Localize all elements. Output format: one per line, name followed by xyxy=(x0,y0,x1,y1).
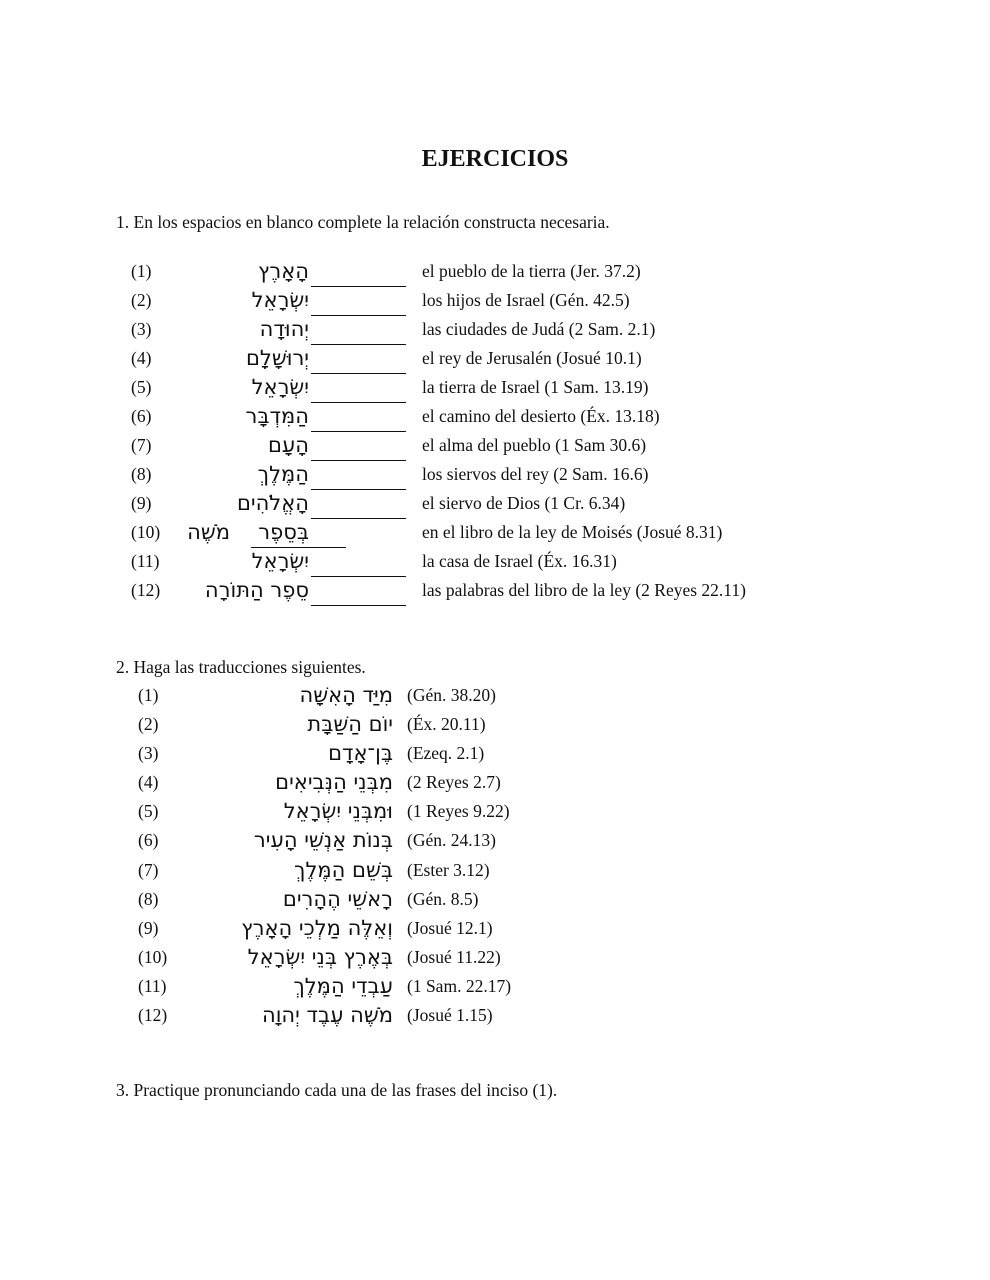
translation-text: el rey de Jerusalén (Josué 10.1) xyxy=(422,348,642,368)
hebrew-text: יִשְׂרָאֵל xyxy=(251,288,309,312)
answer-blank xyxy=(311,474,406,490)
translation-text: los siervos del rey (2 Sam. 16.6) xyxy=(422,464,649,484)
item-number: (6) xyxy=(138,830,159,851)
answer-blank xyxy=(311,358,406,374)
translation-text: la tierra de Israel (1 Sam. 13.19) xyxy=(422,377,649,397)
list-item xyxy=(0,489,990,518)
item-number: (1) xyxy=(131,261,152,281)
answer-blank xyxy=(311,561,406,577)
hebrew-text: בְּנוֹת אַנְשֵׁי הָעִיר xyxy=(253,828,393,853)
answer-blank xyxy=(311,445,406,461)
hebrew-text: בְּאֶרֶץ בְּנֵי יִשְׂרָאֵל xyxy=(247,944,393,969)
item-number: (4) xyxy=(138,772,159,793)
item-number: (12) xyxy=(138,1005,168,1026)
reference-text: (Ester 3.12) xyxy=(407,859,490,880)
item-number: (2) xyxy=(138,714,159,735)
translation-text: las palabras del libro de la ley (2 Reyes 22.11) xyxy=(422,580,746,600)
list-item xyxy=(0,943,990,972)
item-number: (7) xyxy=(138,859,159,880)
translation-text: los hijos de Israel (Gén. 42.5) xyxy=(422,290,630,310)
translation-text: en el libro de la ley de Moisés (Josué 8.31) xyxy=(422,522,723,542)
list-item xyxy=(0,518,990,547)
exercise-3-instruction: 3. Practique pronunciando cada una de las frases del inciso (1). xyxy=(116,1080,558,1100)
list-item xyxy=(0,768,990,797)
answer-blank xyxy=(311,590,406,606)
hebrew-text: יְהוּדָה xyxy=(259,317,309,341)
list-item xyxy=(0,856,990,885)
item-number: (12) xyxy=(131,580,161,600)
list-item xyxy=(0,914,990,943)
hebrew-text: סֵפֶר הַתּוֹרָה xyxy=(204,578,309,602)
list-item xyxy=(0,681,990,710)
hebrew-text: יוֹם הַשַּׁבָּת xyxy=(307,712,393,737)
hebrew-text: הָאָרֶץ xyxy=(258,259,309,283)
hebrew-text: מִיַּד הָאִשָּׁה xyxy=(299,683,393,707)
item-number: (10) xyxy=(131,522,161,542)
hebrew-text: הָעָם xyxy=(267,433,309,457)
translation-text: el camino del desierto (Éx. 13.18) xyxy=(422,406,660,426)
list-item xyxy=(0,402,990,431)
hebrew-text-right: בְּסֵפֶר xyxy=(258,520,309,544)
hebrew-text: יִשְׂרָאֵל xyxy=(251,549,309,573)
hebrew-text: וְאֵלֶּה מַלְכֵי הָאָרֶץ xyxy=(241,915,393,940)
item-number: (3) xyxy=(138,743,159,764)
item-number: (3) xyxy=(131,319,152,339)
answer-blank xyxy=(311,416,406,432)
reference-text: (Josué 12.1) xyxy=(407,917,493,938)
item-number: (6) xyxy=(131,406,152,426)
list-item xyxy=(0,431,990,460)
item-number: (11) xyxy=(138,975,167,996)
item-number: (7) xyxy=(131,435,152,455)
list-item xyxy=(0,826,990,855)
item-number: (5) xyxy=(131,377,152,397)
list-item xyxy=(0,576,990,605)
hebrew-text: מֹשֶׁה עֶבֶד יְהוָה xyxy=(261,1003,393,1028)
translation-text: el alma del pueblo (1 Sam 30.6) xyxy=(422,435,647,455)
reference-text: (1 Reyes 9.22) xyxy=(407,801,510,822)
hebrew-text: הָאֱלֹהִים xyxy=(236,491,309,515)
translation-text: las ciudades de Judá (2 Sam. 2.1) xyxy=(422,319,656,339)
item-number: (8) xyxy=(138,888,159,909)
item-number: (5) xyxy=(138,801,159,822)
reference-text: (2 Reyes 2.7) xyxy=(407,772,501,793)
list-item xyxy=(0,315,990,344)
hebrew-text: עַבְדֵי הַמֶּלֶךְ xyxy=(293,973,393,998)
list-item xyxy=(0,373,990,402)
translation-text: la casa de Israel (Éx. 16.31) xyxy=(422,551,617,571)
list-item xyxy=(0,710,990,739)
list-item xyxy=(0,460,990,489)
list-item xyxy=(0,1001,990,1030)
answer-blank xyxy=(311,387,406,403)
answer-blank xyxy=(311,271,406,287)
list-item xyxy=(0,257,990,286)
hebrew-text: בְּשֵׁם הַמֶּלֶךְ xyxy=(294,857,393,882)
list-item xyxy=(0,885,990,914)
page-title: EJERCICIOS xyxy=(421,146,569,172)
item-number: (11) xyxy=(131,551,160,571)
item-number: (9) xyxy=(131,493,152,513)
answer-blank xyxy=(311,503,406,519)
list-item xyxy=(0,344,990,373)
list-item xyxy=(0,739,990,768)
hebrew-text: יִשְׂרָאֵל xyxy=(251,375,309,399)
hebrew-text: הַמִּדְבָּר xyxy=(245,404,309,428)
exercise-2-list xyxy=(0,681,990,1030)
list-item xyxy=(0,286,990,315)
exercise-1-instruction: 1. En los espacios en blanco complete la relación constructa necesaria. xyxy=(116,212,610,232)
hebrew-text: מִבְּנֵי הַנְּבִיאִים xyxy=(275,770,393,795)
translation-text: el siervo de Dios (1 Cr. 6.34) xyxy=(422,493,626,513)
item-number: (8) xyxy=(131,464,152,484)
reference-text: (Josué 11.22) xyxy=(407,946,501,967)
item-number: (9) xyxy=(138,917,159,938)
hebrew-text: הַמֶּלֶךְ xyxy=(257,462,309,486)
reference-text: (Gén. 24.13) xyxy=(407,830,496,851)
hebrew-text: יְרוּשָׁלִָם xyxy=(245,346,309,370)
translation-text: el pueblo de la tierra (Jer. 37.2) xyxy=(422,261,641,281)
exercise-2-instruction: 2. Haga las traducciones siguientes. xyxy=(116,657,366,677)
answer-blank xyxy=(311,300,406,316)
hebrew-text: בֶּן־אָדָם xyxy=(328,741,393,766)
reference-text: (Gén. 8.5) xyxy=(407,888,479,909)
answer-blank xyxy=(311,329,406,345)
hebrew-text: וּמִבְּנֵי יִשְׂרָאֵל xyxy=(283,799,393,824)
hebrew-text: רָאשֵׁי הֶהָרִים xyxy=(282,886,393,911)
reference-text: (Éx. 20.11) xyxy=(407,714,486,735)
reference-text: (1 Sam. 22.17) xyxy=(407,975,512,996)
hebrew-text-left: מֹשֶׁה xyxy=(187,520,230,544)
reference-text: (Ezeq. 2.1) xyxy=(407,743,485,764)
list-item xyxy=(0,547,990,576)
exercise-1-list xyxy=(0,257,990,605)
item-number: (2) xyxy=(131,290,152,310)
list-item xyxy=(0,797,990,826)
reference-text: (Josué 1.15) xyxy=(407,1005,493,1026)
item-number: (4) xyxy=(131,348,152,368)
item-number: (10) xyxy=(138,946,168,967)
reference-text: (Gén. 38.20) xyxy=(407,685,496,705)
item-number: (1) xyxy=(138,685,159,705)
list-item xyxy=(0,972,990,1001)
